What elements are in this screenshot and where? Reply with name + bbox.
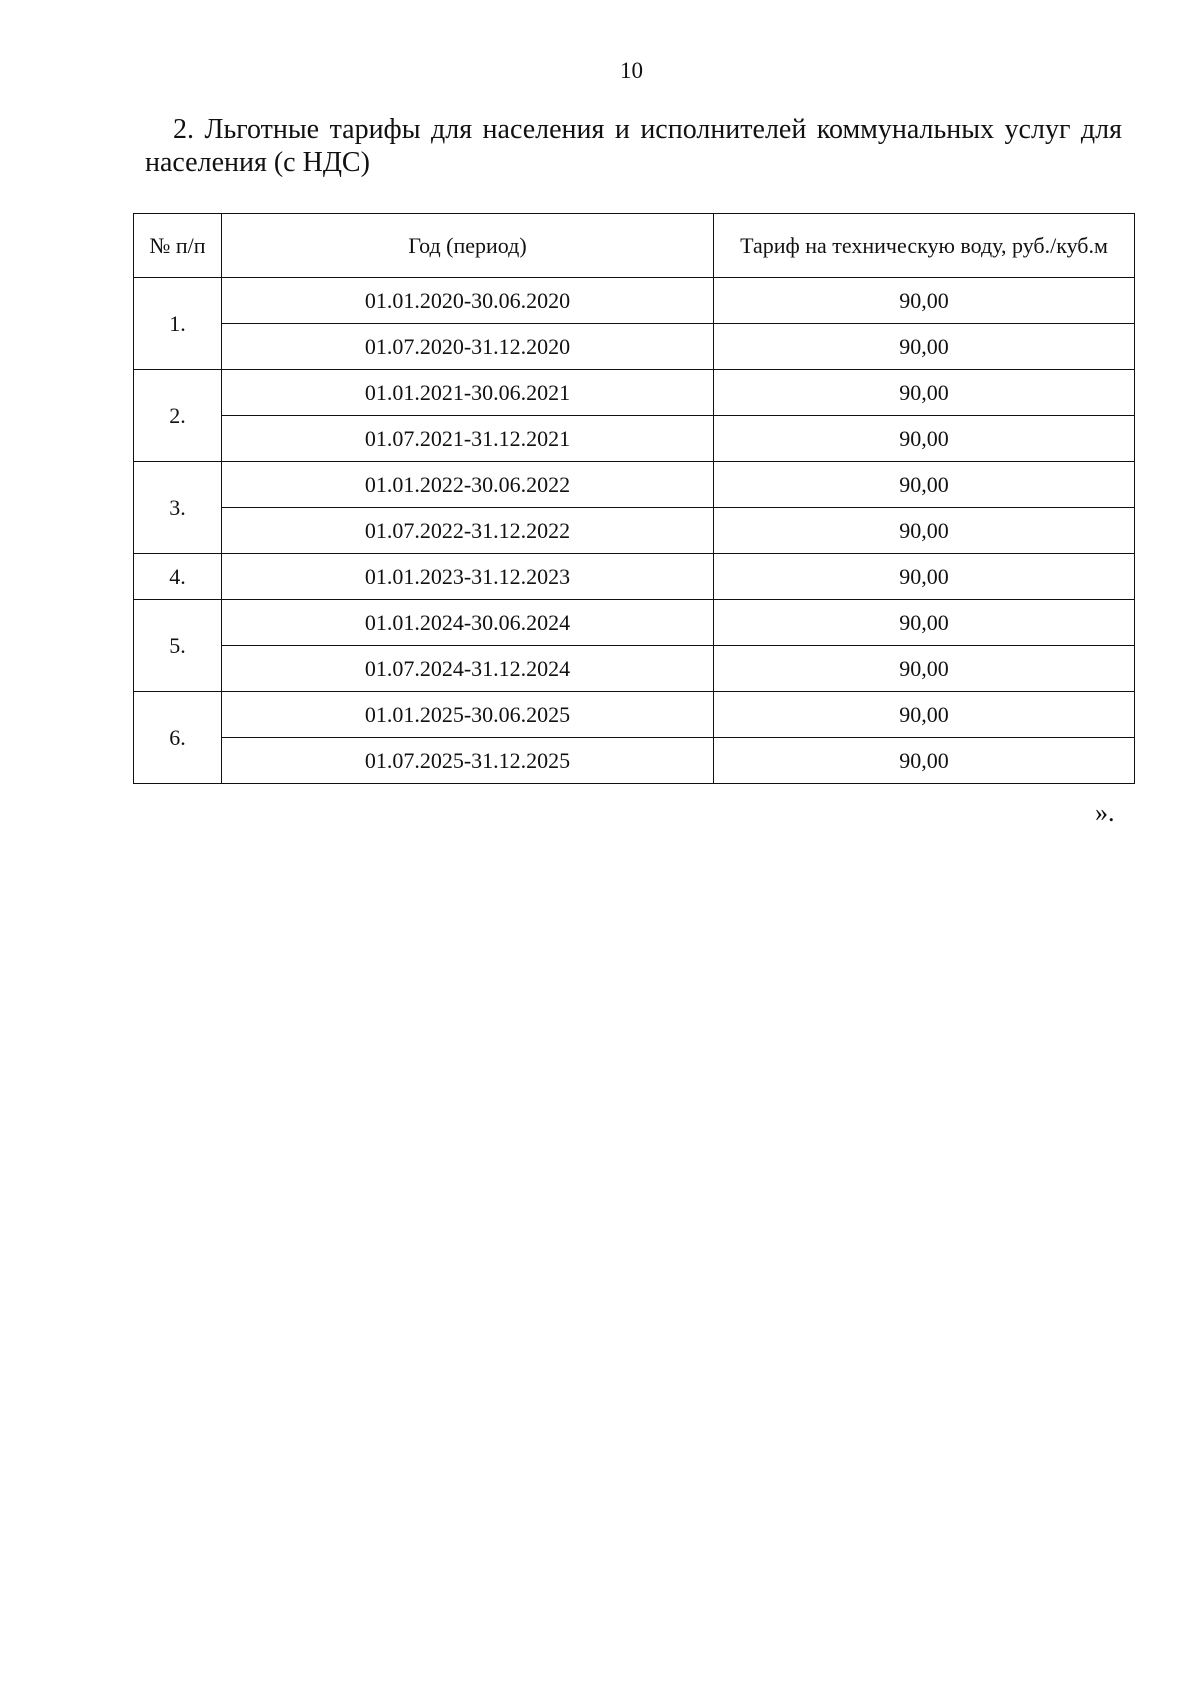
- tariff-cell: 90,00: [714, 738, 1135, 784]
- period-cell: 01.07.2024-31.12.2024: [222, 646, 714, 692]
- period-cell: 01.01.2020-30.06.2020: [222, 278, 714, 324]
- tariff-cell: 90,00: [714, 600, 1135, 646]
- period-cell: 01.07.2021-31.12.2021: [222, 416, 714, 462]
- row-number-cell: 1.: [134, 278, 222, 370]
- tariff-cell: 90,00: [714, 646, 1135, 692]
- tariff-cell: 90,00: [714, 278, 1135, 324]
- table-row: [134, 278, 1135, 324]
- header-period: Год (период): [222, 214, 714, 278]
- table-row: [134, 324, 1135, 370]
- period-cell: 01.07.2025-31.12.2025: [222, 738, 714, 784]
- header-tariff: [714, 214, 1135, 278]
- row-number-cell: 4.: [134, 554, 222, 600]
- table-row: [134, 416, 1135, 462]
- tariff-cell: 90,00: [714, 692, 1135, 738]
- table-row: [134, 462, 1135, 508]
- row-number-cell: 3.: [134, 462, 222, 554]
- table-body: [134, 278, 1135, 784]
- table-row: [134, 692, 1135, 738]
- table-row: [134, 738, 1135, 784]
- period-cell: 01.01.2024-30.06.2024: [222, 600, 714, 646]
- tariff-table: [133, 213, 1135, 784]
- row-number-cell: 5.: [134, 600, 222, 692]
- tariff-cell: 90,00: [714, 324, 1135, 370]
- period-cell: 01.07.2022-31.12.2022: [222, 508, 714, 554]
- header-tariff-label: Тариф на техническую воду, руб./куб.м: [740, 232, 1108, 258]
- table-header-row: [134, 214, 1135, 278]
- tariff-cell: 90,00: [714, 554, 1135, 600]
- period-cell: 01.01.2025-30.06.2025: [222, 692, 714, 738]
- page-number: 10: [620, 58, 643, 83]
- period-cell: 01.01.2022-30.06.2022: [222, 462, 714, 508]
- tariff-cell: 90,00: [714, 416, 1135, 462]
- table-row: [134, 646, 1135, 692]
- tariff-cell: 90,00: [714, 508, 1135, 554]
- row-number-cell: 2.: [134, 370, 222, 462]
- table-row: [134, 554, 1135, 600]
- table-row: [134, 508, 1135, 554]
- period-cell: 01.01.2021-30.06.2021: [222, 370, 714, 416]
- header-number: № п/п: [134, 214, 222, 278]
- row-number-cell: 6.: [134, 692, 222, 784]
- tariff-cell: 90,00: [714, 370, 1135, 416]
- table-row: [134, 370, 1135, 416]
- tariff-cell: 90,00: [714, 462, 1135, 508]
- period-cell: 01.07.2020-31.12.2020: [222, 324, 714, 370]
- section-heading: 2. Льготные тарифы для населения и исполнителей коммунальных услуг для населения (с НДС): [145, 114, 1122, 178]
- closing-quote: ».: [1095, 798, 1115, 827]
- table-row: [134, 600, 1135, 646]
- period-cell: 01.01.2023-31.12.2023: [222, 554, 714, 600]
